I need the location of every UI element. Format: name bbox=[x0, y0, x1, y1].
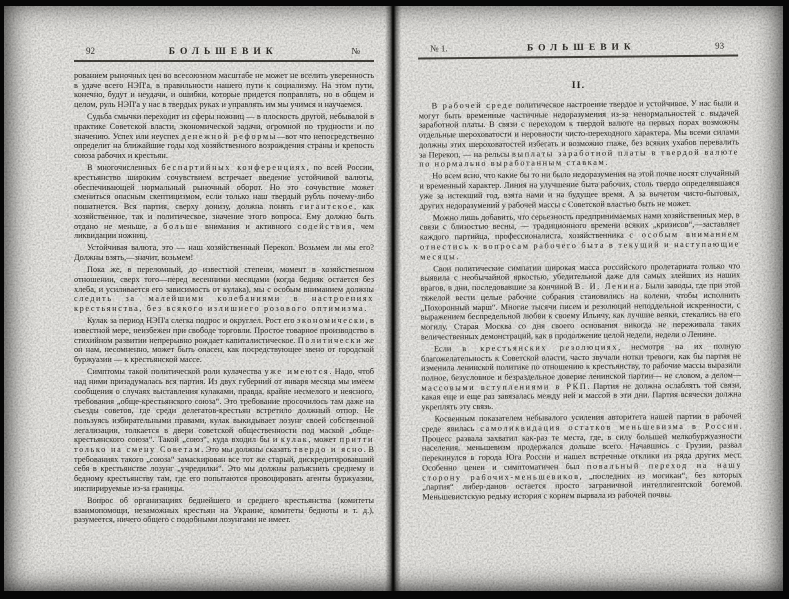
emphasized-spaced-text: Политически bbox=[297, 335, 363, 345]
emphasized-spaced-text: В рабочей среде bbox=[431, 100, 514, 111]
page-body-right bbox=[419, 98, 743, 502]
paragraph: В многочисленных беспартийных конференциях, по всей России, крестьянство широким сочувствием встречает введение устойчивой валюты, обеспечивающей нормальный рыночный оборот. Но это сочувствие может смениться опасным скептицизмом, если только наш твердый рубль почему-либо пошатнется. Вся партия, сверху донизу, должна понять гигантское, как хозяйственное, так и политическое, значение этого вопроса. Ему должно быть отдано не меньше, а больше внимания и активного содействия, чем ликвидации ножниц. bbox=[74, 163, 374, 241]
paragraph: Если в крестьянских резолюциях, несмотря на их полную благожелательность к Советской власти, часто звучали нотки тревоги, как бы партия не изменила ленинской политике по отношению к крестьянству, то рабочие массы выразили полное, безусловное и безраздельное доверие ленинской партии— не словом, а делом—массовыми вступлениями в РКП. Партия не должна ослаблять той связи, какая еще и еще раз завязалась между ней и массой в эти дни. Партия всячески должна укреплять эту связь. bbox=[420, 341, 742, 412]
issue-label-left: № bbox=[351, 46, 360, 56]
paragraph: Симптомы такой политической роли кулачества уже имеются. Надо, чтоб над ними призадумалась вся партия. Из двух губерний от января месяца мы имеем сообщения о случаях выставления кулаками, правда, крайне несмелого и неясного, требования „обще-крестьянского союза“. Это требование просочилось там даже на съезды советов, где среди делегатов-крестьян встретило должный отпор. Не пользуясь избирательными правами, кулак выкидывает лозунг своей собственной легализации, толкается в двери советской общественности под маской „обще-крестьянского союза“. Такой „союз“, куда входил бы и кулак, может притти только на смену Советам. Это мы должны сказать твердо и ясно. В требованиях такого „союза“ замаскирован все тот же старый, дискредитировавший себя в крестьянстве лозунг „учредилки“. Это мы должны разъяснить среднему и бедному крестьянству там, где его попытаются провоцировать агенты буржуазии, инспирируемые из-за границы. bbox=[74, 367, 375, 493]
journal-title-right: БОЛЬШЕВИК bbox=[526, 42, 636, 54]
emphasized-spaced-text: экономически bbox=[296, 316, 366, 326]
emphasized-spaced-text: гигантское bbox=[299, 202, 355, 212]
paper bbox=[4, 6, 783, 591]
emphasized-spaced-text: самоликвидация остатков меньшевизма в России bbox=[480, 421, 740, 433]
paragraph: Устойчивая валюта, это — наш хозяйственный Перекоп. Возьмем ли мы его? Должны взять,—значит, возьмем! bbox=[74, 243, 374, 263]
page-number-right: 93 bbox=[714, 40, 725, 51]
emphasized-spaced-text: В. И. Ленина bbox=[574, 281, 641, 292]
emphasized-spaced-text: следить за малейшими колебаниями в настроениях крестьянства, без всякого излишнего розового оптимизма bbox=[74, 294, 374, 314]
running-head-right bbox=[418, 40, 738, 54]
paragraph: Свои политические симпатии широкая масса российского пролетариата только что выявила с необычайной яркостью, убедительной даже для самых злейших из наших врагов, в дни, последовавшие за кончиной В. И. Ленина. Были заводы, где при этой тяжелой вести целые рабочие собрания становились на колени, чтобы исполнить „Похоронный марш“. Многие тысячи писем и резолюций неподдельной искренности, с выражением беспредельной любви к своему Ильичу, как лучшие венки, стекались на его могилу. Старая Москва со дня своего основания никогда не переживала таких величественных демонстраций, как в продолжение целой недели, недели о Ленине. bbox=[420, 261, 741, 342]
emphasized-spaced-text: массовыми вступлениями в РКП bbox=[421, 381, 588, 393]
page-number-left: 92 bbox=[86, 46, 95, 56]
emphasized-spaced-text: беспартийных конференциях bbox=[161, 163, 307, 173]
emphasized-spaced-text: уже имеются bbox=[264, 367, 330, 377]
book-gutter-shadow bbox=[385, 6, 401, 591]
emphasized-spaced-text: выплаты заработной платы в твердой валюте по нормально выработанным ставкам bbox=[419, 146, 740, 169]
paragraph: В рабочей среде политическое настроение твердое и устойчивое. У нас были и могут быть временные частичные недоразумения из-за ненормальностей с выдачей заработной платы. В связи с переходом к твердой валюте на первых порах возможны отдельные шероховатости и неровности чисто-переходного характера. Мы всеми силами должны этих шероховатостей избегать и возможно глаже, без всяких ухабов перевалить за Перекоп, — на рельсы выплаты заработной платы в твердой валюте по нормально выработанным ставкам. bbox=[418, 98, 740, 169]
paragraph: рованием рыночных цен во всесоюзном масштабе не может не вселить уверенность в удаче всего НЭП'а, в правильности нашего пути к социализму. На этом пути, конечно, будут и неудачи, и ошибки, которые придется поправлять, но в общем и целом, руль НЭП'а у нас в твердых руках и управлять им мы учимся и научаемся. bbox=[74, 71, 374, 110]
paragraph: Косвенным показателем небывалого усиления авторитета нашей партии в рабочей среде явилась самоликвидация остатков меньшевизма в России. Процесс развала захватил как-раз те места, где, в силу большей мелкобуржуазности населения, меньшевизм продержался дольше всего. Начавшись с Грузии, развал перекинулся в города Юга России и нашел встречные отклики из ряда других мест. Особенно ценен и симптоматичен был повальный переход на нашу сторону рабочих-меньшевиков, „последних из могикан“, без которых „партия“ либер-данов остается просто заграничной интеллигентской богемой. Меньшевистскую редьку история с корнем вырвала из рабочей почвы. bbox=[421, 411, 743, 502]
paragraph: Пока же, в переломный, до известной степени, момент в хозяйственном отношении, сверх того—перед весенними месяцами (когда бедняк остается без хлеба, и усиливается его зависимость от кулака), мы с особым вниманием должны следить за малейшими колебаниями в настроениях крестьянства, без всякого излишнего розового оптимизма. bbox=[74, 265, 374, 314]
page-body-left bbox=[74, 71, 374, 525]
emphasized-spaced-text: притти только на смену Советам bbox=[74, 435, 374, 455]
paragraph: Вопрос об организациях беднейшего и среднего крестьянства (комитеты взаимопомощи, незаможных крестьян на Украине, комитеты бедноты и т. д.), разумеется, ничего общего с подобными лозунгами не имеет. bbox=[74, 496, 374, 525]
emphasized-spaced-text: в крестьянских резолюциях bbox=[462, 342, 619, 354]
issue-label-right: № 1. bbox=[430, 43, 448, 54]
emphasized-spaced-text: повальный переход на нашу сторону рабочих-меньшевиков bbox=[422, 460, 743, 483]
emphasized-spaced-text: денежной реформы bbox=[181, 131, 277, 141]
paragraph: Можно лишь добавить, что серьезность предпринимаемых нами хозяйственных мер, в связи с близостью весны, — традиционного времени всяких „кризисов“,—заставляет каждого партийца, профессионалиста, хозяйственника с особым вниманием отнестись к вопросам рабочего быта в текущий и наступающие месяцы. bbox=[419, 210, 740, 262]
paragraph: Кулак за период НЭП'а слегка подрос и округлел. Рост его экономически, в известной мере, неизбежен при свободе торговли. Простое товарное производство в стихийном развитии непрерывно рождает капиталистическое. Политически же он нам, несомненно, может быть опасен, как посредствующее звено от городской буржуазии — к крестьянской массе. bbox=[74, 316, 374, 365]
paragraph: Судьба смычки переходит из сферы ножниц — в плоскость другой, небывалой в практике Советской власти, экономической задачи, огромной по трудности и по значению. Успех или неуспех денежной реформы—вот что непосредственно определит на ближайшие годы ход хозяйственного возрождения страны и крепость союза рабочих и крестьян. bbox=[74, 112, 374, 161]
emphasized-spaced-text: содействия bbox=[297, 221, 353, 231]
running-head-rule-right bbox=[418, 54, 738, 59]
emphasized-spaced-text: кулак bbox=[280, 435, 309, 445]
emphasized-spaced-text: больше bbox=[163, 221, 200, 231]
left-page bbox=[74, 46, 374, 528]
paragraph: Но всем ясно, что какие бы то ни было недоразумения на этой почве носят случайный и временный характер. Линия на улучшение быта рабочих, столь твердо определявшаяся уже за истекший год, взята нами и на будущее время. А за вычетом чисто-бытовых, других недоразумений у рабочей массы с Советской властью быть не может. bbox=[419, 168, 740, 211]
running-head-left bbox=[74, 46, 374, 57]
right-page bbox=[418, 40, 742, 504]
running-head-rule-left bbox=[74, 60, 374, 62]
journal-title-left: БОЛЬШЕВИК bbox=[168, 47, 278, 57]
section-heading: II. bbox=[571, 79, 586, 92]
emphasized-spaced-text: твердо и ясно bbox=[293, 445, 364, 455]
emphasized-spaced-text: с особым вниманием отнестись к вопросам рабочего быта в текущий и наступающие месяцы bbox=[419, 229, 740, 262]
